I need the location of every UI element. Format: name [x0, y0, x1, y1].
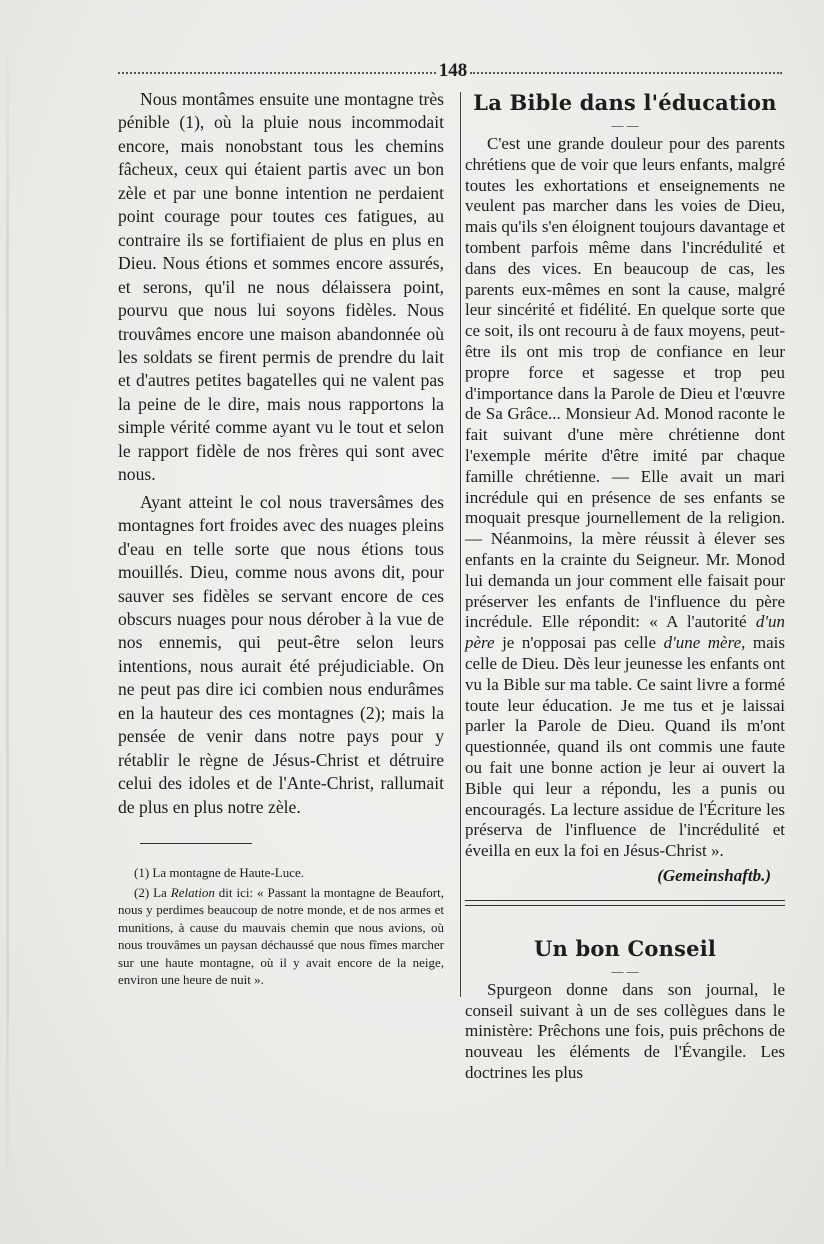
article-title-conseil: Un bon Conseil [533, 935, 717, 961]
article-separator [465, 900, 785, 906]
page-number: 148 [438, 60, 468, 81]
body-text: C'est une grande douleur pour des parents chrétiens que de voir que leurs enfants, malgré toutes les exhortations et enseignements ne veulent pas marcher dans les voies de Dieu, mais qu'ils s'en éloignent toujours davantage et tombent parfois même dans l'incrédulité et dans des vices. En beaucoup de cas, les parents eux-mêmes en sont la cause, malgré leur sincérité et fidélité. En quelque sorte que ce soit, ils ont recouru à de faux moyens, peut-être ils ont mis trop de confiance en leur propre force et sagesse et trop peu d'importance dans la Parole de Dieu et l'œuvre de Sa Grâce... Monsieur Ad. Monod raconte le fait suivant d'une mère chrétienne dont l'exemple mérite d'être imité par chaque famille chrétienne. — Elle avait un mari incrédule qui en présence de ses enfants se moquait presque journellement de la religion. — Néanmoins, la mère réussit à élever ses enfants en la crainte du Seigneur. Mr. Monod lui demanda un jour comment elle faisait pour préserver les enfants de l'influence du père incrédule. Elle répondit: « A l'autorité [465, 134, 785, 632]
italic-phrase: d'une mère, [663, 633, 746, 653]
margin-shadow [6, 0, 9, 1244]
article-body-conseil: Spurgeon donne dans son journal, le conseil suivant à un de ses collègues dans le ministère: Prêchons une fois, puis prêchons de nouveau les éléments de l'Évangile. Les doctrines les plus [465, 979, 785, 1083]
footnote-2 [118, 884, 444, 989]
header-rule-right [470, 72, 782, 82]
left-column [118, 88, 444, 989]
title-dash: — — [611, 118, 639, 132]
paragraph: Ayant atteint le col nous traversâmes des montagnes fort froides avec des nuages pleins d'eau en telle sorte que nous étions tous mouillés. Dieu, comme nous avons dit, pour sauver ses fidèles se servant encore de ces obscurs nuages pour nous dérober à la vue de nos ennemis, qui peut-être selon leurs intentions, nous aurait été préjudiciable. On ne peut pas dire ici combien nous endurâmes en la hauteur des ces montagnes (2); mais la pensée de venir dans notre pays pour y rétablir le règne de Jésus-Christ et détruire celui des idoles et de l'Ante-Christ, rallumait de plus en plus notre zèle. [118, 491, 444, 817]
body-text: je n'opposai pas celle [494, 633, 664, 653]
article-body-bible [465, 134, 785, 862]
footnote-1: (1) La montagne de Haute-Luce. [134, 865, 305, 881]
footnote-2-label: (2) La [134, 884, 171, 900]
article-title-bible: La Bible dans l'éducation [473, 90, 777, 115]
article-header-conseil [465, 934, 785, 978]
italic-phrase: d'un père [465, 612, 785, 653]
footnote-2-italic: Relation [170, 884, 215, 900]
column-divider [460, 92, 461, 997]
footnote-rule [140, 843, 252, 844]
right-column [465, 88, 785, 1084]
footnote-2-text: dit ici: « Passant la montagne de Beaufort, nous y perdimes beaucoup de notre monde, et de nos armes et munitions, à cause du mauvais chemin que nous avions, où nous trouvâmes un paysan déchaussé que nous fîmes marcher sur une haute montagne, où il y avait encore de la neige, environ une heure de nuit ». [118, 884, 444, 988]
paragraph: Nous montâmes ensuite une montagne très pénible (1), où la pluie nous incommodait encore, mais nonobstant tous les chemins fâcheux, ceux qui étaient partis avec un bon zèle et par une bonne intention ne perdaient point courage pour toutes ces fatigues, au contraire ils se fortifiaient de plus en plus en Dieu. Nous étions et sommes encore assurés, et serons, qu'il ne nous délaissera point, pourvu que nous lui soyons fidèles. Nous trouvâmes encore une maison abandonnée où les soldats se firent permis de prendre du lait et d'autres petites bagatelles qui ne valent pas la peine de le dire, mais nous rapportons la simple vérité comme ayant vu le tout et selon le rapport fidèle de nos frères qui sont avec nous. [118, 89, 444, 485]
title-dash: — — [611, 963, 639, 978]
body-text: mais celle de Dieu. Dès leur jeunesse les enfants ont vu la Bible sur ma table. Ce saint livre a formé toute leur éducation. Je me tus et je laissai parler la Parole de Dieu. Quand ils m'ont questionnée, quand ils ont commis une faute ou fait une bonne action je leur ai ouvert la Bible qui leur a répondu, les a punis ou encouragés. La lecture assidue de l'Écriture les préserva de l'influence de l'incrédulité et éveilla en eux la foi en Jésus-Christ ». [465, 633, 785, 861]
article-source: (Gemeinshaftb.) [657, 865, 771, 885]
header-rule-left [118, 72, 436, 82]
